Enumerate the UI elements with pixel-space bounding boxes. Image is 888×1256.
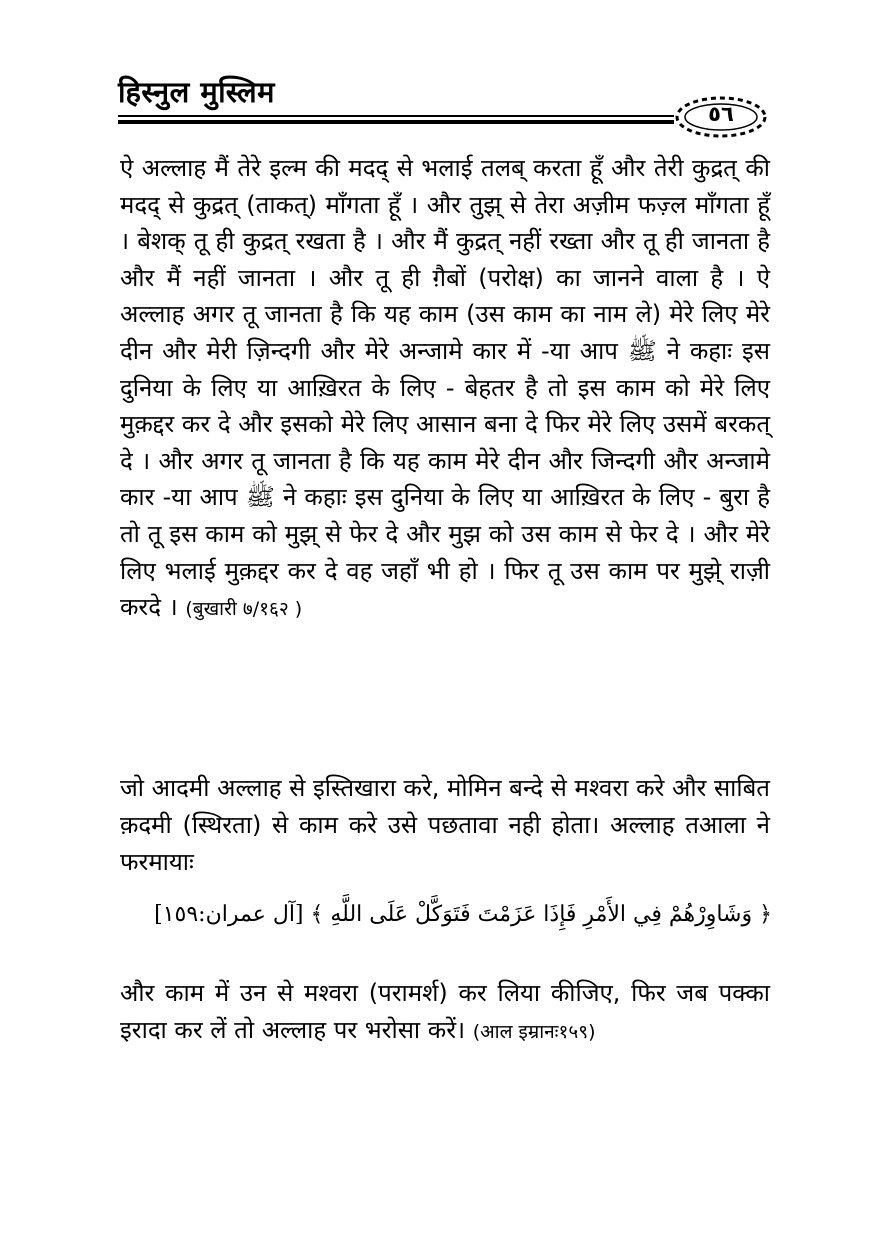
dua-paragraph — [120, 150, 770, 628]
page-number-badge — [672, 94, 770, 140]
header-rule-thick — [118, 120, 674, 124]
translation-reference: (आल इम्रानः१५९) — [472, 1021, 596, 1043]
quran-verse-arabic: ﴿ وَشَاوِرْهُمْ فِي الأَمْرِ فَإِذَا عَزَمْتَ فَتَوَكَّلْ عَلَى اللَّهِ ﴾ [آل عمران:١٥٩] — [154, 902, 772, 927]
translation-text: और काम में उन से मश्वरा (परामर्श) कर लिया कीजिए, फिर जब पक्का इरादा कर लें तो अल्लाह पर भरोसा करें। — [120, 979, 770, 1044]
translation-paragraph — [120, 975, 770, 1051]
book-title: हिस्नुल मुस्लिम — [118, 75, 275, 109]
header-rule-thin — [118, 115, 674, 117]
istikhara-paragraph — [120, 770, 770, 881]
dua-text: ऐ अल्लाह मैं तेरे इल्म की मदद् से भलाई तलब् करता हूँ और तेरी कुद्रत् की मदद् से कुद्रत् (ताकत्) माँगता हूँ । और तुझ् से तेरा अज़ीम फज़्ल माँगता हूँ । बेशक् तू ही कुद्रत् रखता है । और मैं कुद्रत् नहीं रख्ता और तू ही जानता है और मैं नहीं जानता । और तू ही ग़ैबों (परोक्ष) का जानने वाला है । ऐ अल्लाह अगर तू जानता है कि यह काम (उस काम का नाम ले) मेरे लिए मेरे दीन और मेरी ज़िन्दगी और मेरे अन्जामे कार में -या आप ﷺ ने कहाः इस दुनिया के लिए या आख़िरत के लिए - बेहतर है तो इस काम को मेरे लिए मुक़द्दर कर दे और इसको मेरे लिए आसान बना दे फिर मेरे लिए उसमें बरकत् दे । और अगर तू जानता है कि यह काम मेरे दीन और जिन्दगी और अन्जामे कार -या आप ﷺ ने कहाः इस दुनिया के लिए या आख़िरत के लिए - बुरा है तो तू इस काम को मुझ् से फेर दे और मुझ को उस काम से फेर दे । और मेरे लिए भलाई मुक़द्दर कर दे वह जहाँ भी हो । फिर तू उस काम पर मुझे् राज़ी करदे । — [120, 154, 770, 622]
page-number: ٥٦ — [708, 102, 734, 126]
dua-reference: (बुखारी ७/१६२ ) — [185, 598, 303, 621]
istikhara-text: जो आदमी अल्लाह से इस्तिखारा करे, मोमिन बन्दे से मश्वरा करे और साबित क़दमी (स्थिरता) से काम करे उसे पछतावा नही होता। अल्लाह तआला ने फरमायाः — [120, 774, 770, 876]
